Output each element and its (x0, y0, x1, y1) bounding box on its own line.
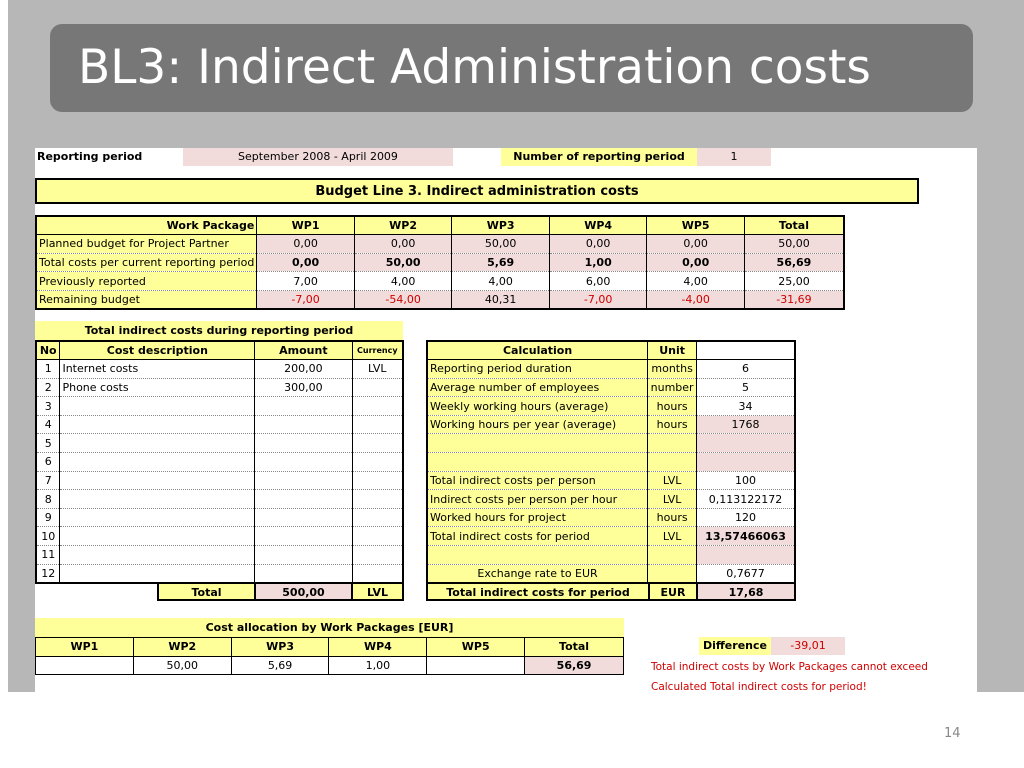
alloc-cell (36, 656, 134, 675)
number-of-period-label: Number of reporting period (501, 148, 697, 166)
cost-cell (60, 490, 255, 509)
cost-row (36, 397, 403, 416)
cost-row (36, 360, 403, 379)
calc-cell (697, 453, 795, 472)
cost-row (36, 415, 403, 434)
alloc-header-cell: WP2 (133, 638, 231, 657)
alloc-cell (427, 656, 525, 675)
cost-cell (255, 527, 352, 546)
cost-row (36, 490, 403, 509)
calc-cell: 13,57466063 (697, 527, 795, 546)
wp-row (36, 235, 844, 254)
cost-cell (352, 378, 403, 397)
calc-cell (427, 453, 648, 472)
alloc-header-cell: WP5 (427, 638, 525, 657)
cost-cell (352, 471, 403, 490)
cost-header-cell: No (36, 341, 60, 360)
wp-cell: -4,00 (647, 290, 745, 309)
allocation-title: Cost allocation by Work Packages [EUR] (35, 618, 624, 637)
cost-row (36, 453, 403, 472)
cost-cell: 4 (36, 415, 60, 434)
wp-cell: 5,69 (452, 253, 550, 272)
calc-row (427, 434, 795, 453)
cost-cell (352, 397, 403, 416)
difference-value: -39,01 (771, 637, 845, 655)
calc-cell: LVL (648, 490, 697, 509)
calc-cell (648, 564, 697, 583)
alloc-cell: 1,00 (329, 656, 427, 675)
cost-row (36, 508, 403, 527)
wp-header-cell: WP3 (452, 216, 550, 235)
alloc-header-cell: WP4 (329, 638, 427, 657)
calc-cell: hours (648, 415, 697, 434)
cost-cell (60, 453, 255, 472)
cost-table-title: Total indirect costs during reporting period (35, 321, 403, 340)
calc-cell: Total indirect costs for period (427, 527, 648, 546)
cost-cell (352, 415, 403, 434)
slide-number: 14 (944, 726, 961, 741)
calc-cell: hours (648, 508, 697, 527)
cost-row (36, 527, 403, 546)
calc-cell: 6 (697, 360, 795, 379)
wp-cell: 4,00 (354, 272, 452, 291)
cost-cell (60, 397, 255, 416)
calc-cell (427, 546, 648, 565)
calc-cell: 0,113122172 (697, 490, 795, 509)
cost-cell: 3 (36, 397, 60, 416)
cost-cell (352, 508, 403, 527)
cost-cell (60, 434, 255, 453)
cost-table (35, 340, 404, 584)
wp-cell: 0,00 (549, 235, 647, 254)
calculation-table (426, 340, 796, 584)
cost-cell: 5 (36, 434, 60, 453)
wp-cell: 50,00 (452, 235, 550, 254)
cost-cell: 12 (36, 564, 60, 583)
calc-cell: Working hours per year (average) (427, 415, 648, 434)
cost-cell (60, 471, 255, 490)
wp-cell: Previously reported (36, 272, 257, 291)
wp-cell: 6,00 (549, 272, 647, 291)
wp-cell: -31,69 (744, 290, 844, 309)
wp-cell: 50,00 (744, 235, 844, 254)
calc-row (427, 546, 795, 565)
calc-row (427, 527, 795, 546)
cost-cell: Internet costs (60, 360, 255, 379)
cost-cell (60, 564, 255, 583)
wp-header-cell: WP4 (549, 216, 647, 235)
cost-total-amount: 500,00 (254, 582, 353, 601)
cost-cell: 7 (36, 471, 60, 490)
calc-row (427, 508, 795, 527)
calc-final-label: Total indirect costs for period (426, 582, 650, 601)
calc-cell: Exchange rate to EUR (427, 564, 648, 583)
cost-row (36, 378, 403, 397)
calc-row (427, 453, 795, 472)
wp-cell: 25,00 (744, 272, 844, 291)
wp-header-row (36, 216, 844, 235)
spreadsheet (35, 148, 977, 692)
cost-cell (60, 415, 255, 434)
calc-row (427, 397, 795, 416)
wp-cell: 50,00 (354, 253, 452, 272)
cost-cell (352, 527, 403, 546)
wp-cell: 0,00 (647, 253, 745, 272)
cost-cell: 6 (36, 453, 60, 472)
calc-cell (697, 546, 795, 565)
cost-cell (60, 527, 255, 546)
cost-cell: 11 (36, 546, 60, 565)
calc-row (427, 360, 795, 379)
cost-cell (352, 564, 403, 583)
alloc-header-row (36, 638, 624, 657)
calc-header-row (427, 341, 795, 360)
number-of-period-value: 1 (697, 148, 771, 166)
cost-cell (255, 546, 352, 565)
warning-line-1: Total indirect costs by Work Packages cannot exceed (651, 661, 928, 673)
calc-cell: LVL (648, 471, 697, 490)
calc-cell: LVL (648, 527, 697, 546)
calc-cell (697, 434, 795, 453)
calc-cell (648, 546, 697, 565)
cost-cell: 9 (36, 508, 60, 527)
alloc-header-cell: WP3 (231, 638, 329, 657)
calc-cell: 34 (697, 397, 795, 416)
cost-row (36, 546, 403, 565)
calc-final-value: 17,68 (696, 582, 796, 601)
cost-cell (255, 434, 352, 453)
calc-cell: Worked hours for project (427, 508, 648, 527)
wp-row (36, 272, 844, 291)
calc-row (427, 564, 795, 583)
wp-header-cell: WP5 (647, 216, 745, 235)
alloc-header-cell: WP1 (36, 638, 134, 657)
calc-cell: 0,7677 (697, 564, 795, 583)
calc-header-cell: Unit (648, 341, 697, 360)
cost-cell (352, 434, 403, 453)
wp-cell: 0,00 (257, 235, 355, 254)
calc-cell (648, 453, 697, 472)
wp-cell: 0,00 (354, 235, 452, 254)
alloc-cell: 5,69 (231, 656, 329, 675)
cost-cell: 2 (36, 378, 60, 397)
calc-cell: number (648, 378, 697, 397)
wp-cell: 4,00 (647, 272, 745, 291)
warning-line-2: Calculated Total indirect costs for period! (651, 681, 867, 693)
wp-cell: 56,69 (744, 253, 844, 272)
calc-cell: 5 (697, 378, 795, 397)
cost-cell: Phone costs (60, 378, 255, 397)
work-package-table (35, 215, 845, 310)
cost-cell (255, 490, 352, 509)
difference-label: Difference (699, 637, 771, 655)
wp-cell: Total costs per current reporting period (36, 253, 257, 272)
calc-cell: Average number of employees (427, 378, 648, 397)
wp-header-cell: WP1 (257, 216, 355, 235)
calc-cell: months (648, 360, 697, 379)
cost-cell (352, 546, 403, 565)
alloc-header-cell: Total (525, 638, 624, 657)
cost-cell (60, 508, 255, 527)
calc-cell: 1768 (697, 415, 795, 434)
wp-cell: 4,00 (452, 272, 550, 291)
cost-cell: 10 (36, 527, 60, 546)
calc-cell: Indirect costs per person per hour (427, 490, 648, 509)
calc-row (427, 471, 795, 490)
slide-title: BL3: Indirect Administration costs (78, 40, 871, 95)
calc-row (427, 378, 795, 397)
wp-header-cell: Total (744, 216, 844, 235)
cost-row (36, 471, 403, 490)
calc-cell (427, 434, 648, 453)
wp-cell: 0,00 (257, 253, 355, 272)
reporting-period-label: Reporting period (37, 150, 143, 163)
wp-cell: -7,00 (257, 290, 355, 309)
cost-cell (60, 546, 255, 565)
wp-cell: Remaining budget (36, 290, 257, 309)
alloc-value-row (36, 656, 624, 675)
cost-header-row (36, 341, 403, 360)
calc-final-unit: EUR (648, 582, 698, 601)
calc-header-cell: Calculation (427, 341, 648, 360)
wp-row (36, 253, 844, 272)
alloc-cell: 56,69 (525, 656, 624, 675)
cost-cell (352, 453, 403, 472)
wp-header-cell: WP2 (354, 216, 452, 235)
calc-cell: 120 (697, 508, 795, 527)
reporting-period-value: September 2008 - April 2009 (183, 148, 453, 166)
wp-cell: -7,00 (549, 290, 647, 309)
cost-total-currency: LVL (351, 582, 404, 601)
wp-cell: 0,00 (647, 235, 745, 254)
cost-cell (255, 453, 352, 472)
cost-cell: 1 (36, 360, 60, 379)
budget-line-title: Budget Line 3. Indirect administration costs (35, 178, 919, 204)
allocation-table (35, 637, 624, 675)
calc-cell: 100 (697, 471, 795, 490)
cost-cell (255, 564, 352, 583)
alloc-cell: 50,00 (133, 656, 231, 675)
wp-cell: -54,00 (354, 290, 452, 309)
cost-cell: 8 (36, 490, 60, 509)
cost-cell (255, 508, 352, 527)
cost-header-cell: Amount (255, 341, 352, 360)
wp-cell: Planned budget for Project Partner (36, 235, 257, 254)
cost-header-cell: Cost description (60, 341, 255, 360)
calc-cell: Reporting period duration (427, 360, 648, 379)
calc-header-cell (697, 341, 795, 360)
cost-header-cell: Currency (352, 341, 403, 360)
wp-cell: 7,00 (257, 272, 355, 291)
cost-cell: 300,00 (255, 378, 352, 397)
calc-cell: Weekly working hours (average) (427, 397, 648, 416)
calc-row (427, 490, 795, 509)
cost-cell: LVL (352, 360, 403, 379)
cost-cell (255, 415, 352, 434)
calc-cell (648, 434, 697, 453)
wp-cell: 40,31 (452, 290, 550, 309)
wp-cell: 1,00 (549, 253, 647, 272)
cost-row (36, 564, 403, 583)
cost-total-label: Total (157, 582, 256, 601)
cost-cell (255, 397, 352, 416)
cost-cell: 200,00 (255, 360, 352, 379)
calc-row (427, 415, 795, 434)
wp-header-cell: Work Package (36, 216, 257, 235)
calc-cell: hours (648, 397, 697, 416)
title-box (50, 24, 973, 112)
wp-row (36, 290, 844, 309)
cost-cell (352, 490, 403, 509)
cost-row (36, 434, 403, 453)
cost-cell (255, 471, 352, 490)
calc-cell: Total indirect costs per person (427, 471, 648, 490)
